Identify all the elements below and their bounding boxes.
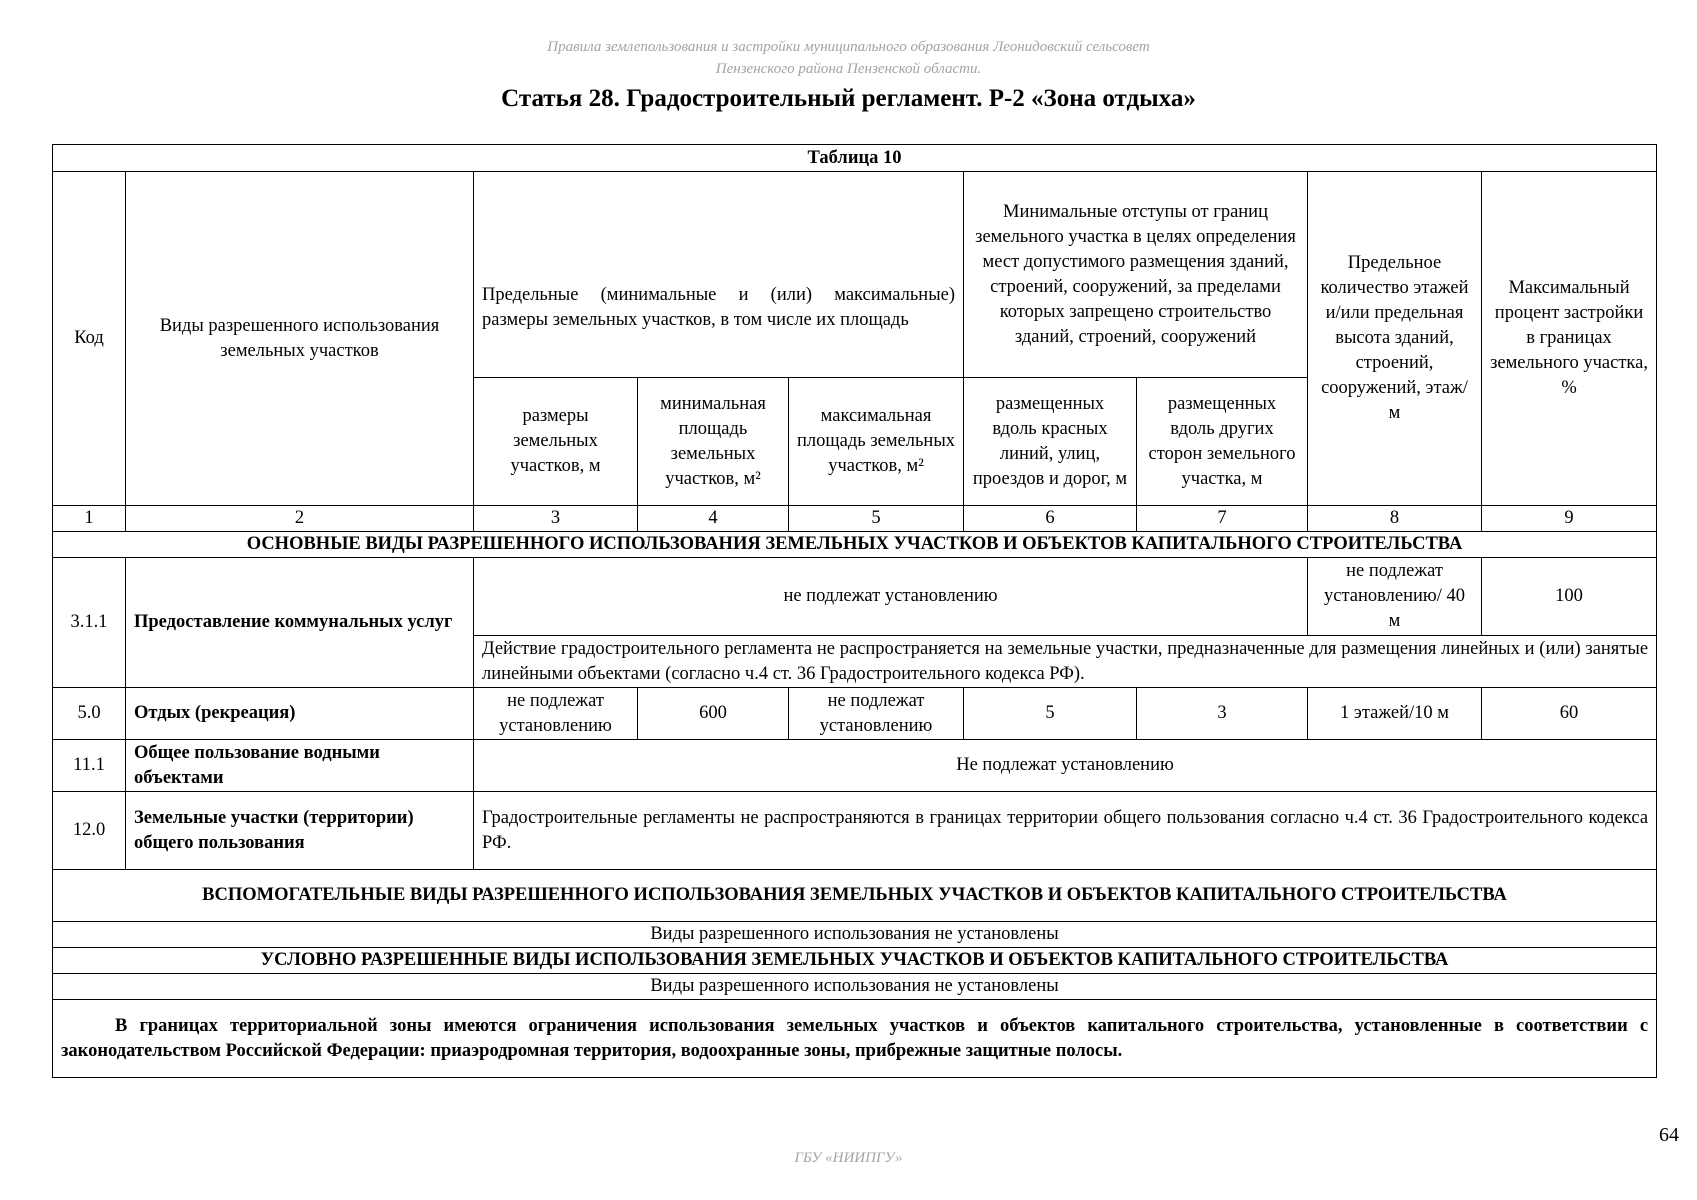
row-floors: 1 этажей/10 м: [1308, 688, 1482, 740]
conditional-none-note: Виды разрешенного использования не установлены: [53, 974, 1657, 1000]
row-floors: не подлежат установлению/ 40 м: [1308, 558, 1482, 636]
row-name: Предоставление коммунальных услуг: [126, 558, 474, 688]
section-main-uses: ОСНОВНЫЕ ВИДЫ РАЗРЕШЕННОГО ИСПОЛЬЗОВАНИЯ ЗЕМЕЛЬНЫХ УЧАСТКОВ И ОБЪЕКТОВ КАПИТАЛЬНОГО СТРОИТЕЛЬСТВА: [53, 532, 1657, 558]
header-plot-sizes: Предельные (минимальные и (или) максимальные) размеры земельных участков, в том числе их площадь: [474, 172, 964, 378]
page-footer: ГБУ «НИИПГУ»: [794, 1150, 903, 1166]
row-name: Общее пользование водными объектами: [126, 740, 474, 792]
table-row: [53, 558, 1657, 636]
page-number: 64: [1659, 1124, 1679, 1146]
auxiliary-none-note: Виды разрешенного использования не установлены: [53, 922, 1657, 948]
row-name: Земельные участки (территории) общего пользования: [126, 792, 474, 870]
header-along-red-lines: размещенных вдоль красных линий, улиц, проездов и дорог, м: [964, 378, 1137, 506]
row-params: Градостроительные регламенты не распространяются в границах территории общего пользования согласно ч.4 ст. 36 Градостроительного кодекса РФ.: [474, 792, 1657, 870]
row-percent: 100: [1482, 558, 1657, 636]
column-number: 9: [1482, 506, 1657, 532]
header-along-other-sides: размещенных вдоль других сторон земельного участка, м: [1137, 378, 1308, 506]
header-max-area: максимальная площадь земельных участков, м²: [789, 378, 964, 506]
column-number: 1: [53, 506, 126, 532]
article-title: Статья 28. Градостроительный регламент. Р-2 «Зона отдыха»: [501, 85, 1196, 112]
section-auxiliary-uses: ВСПОМОГАТЕЛЬНЫЕ ВИДЫ РАЗРЕШЕННОГО ИСПОЛЬЗОВАНИЯ ЗЕМЕЛЬНЫХ УЧАСТКОВ И ОБЪЕКТОВ КАПИТАЛЬНОГО СТРОИТЕЛЬСТВА: [53, 870, 1657, 922]
header-code: Код: [53, 172, 126, 506]
header-max-percent: Максимальный процент застройки в границах земельного участка, %: [1482, 172, 1657, 506]
row-setback-other: 3: [1137, 688, 1308, 740]
column-number: 2: [126, 506, 474, 532]
table-row: [53, 688, 1657, 740]
column-numbers-row: [53, 506, 1657, 532]
row-note: Действие градостроительного регламента не распространяется на земельные участки, предназначенные для размещения линейных и (или) занятые линейными объектами (согласно ч.4 ст. 36 Градостроительного кодекса РФ).: [474, 636, 1657, 688]
table-row: [53, 740, 1657, 792]
row-name: Отдых (рекреация): [126, 688, 474, 740]
row-code: 11.1: [53, 740, 126, 792]
row-params: не подлежат установлению: [474, 558, 1308, 636]
row-params: Не подлежат установлению: [474, 740, 1657, 792]
column-number: 3: [474, 506, 638, 532]
table-caption: Таблица 10: [53, 145, 1657, 172]
column-number: 8: [1308, 506, 1482, 532]
header-use-types: Виды разрешенного использования земельных участков: [126, 172, 474, 506]
header-line-2: Пензенского района Пензенской области.: [715, 61, 982, 77]
header-sizes-m: размеры земельных участков, м: [474, 378, 638, 506]
row-code: 3.1.1: [53, 558, 126, 688]
section-conditional-uses: УСЛОВНО РАЗРЕШЕННЫЕ ВИДЫ ИСПОЛЬЗОВАНИЯ ЗЕМЕЛЬНЫХ УЧАСТКОВ И ОБЪЕКТОВ КАПИТАЛЬНОГО СТРОИТЕЛЬСТВА: [53, 948, 1657, 974]
row-setback-red: 5: [964, 688, 1137, 740]
header-setbacks: Минимальные отступы от границ земельного участка в целях определения мест допустимого размещения зданий, строений, сооружений, за пределами которых запрещено строительство зданий, строений, сооружений: [964, 172, 1308, 378]
restrictions-note: В границах территориальной зоны имеются ограничения использования земельных участков и объектов капитального строительства, установленные в соответствии с законодательством Российской Федерации: приаэродромная территория, водоохранные зоны, прибрежные защитные полосы.: [53, 1000, 1657, 1078]
document-header-note: [0, 36, 1697, 80]
header-line-1: Правила землепользования и застройки муниципального образования Леонидовский сельсовет: [547, 39, 1150, 55]
column-number: 5: [789, 506, 964, 532]
column-number: 4: [638, 506, 789, 532]
column-number: 6: [964, 506, 1137, 532]
row-min-area: 600: [638, 688, 789, 740]
table-row: [53, 792, 1657, 870]
row-percent: 60: [1482, 688, 1657, 740]
row-code: 12.0: [53, 792, 126, 870]
row-max-area: не подлежат установлению: [789, 688, 964, 740]
row-sizes: не подлежат установлению: [474, 688, 638, 740]
column-number: 7: [1137, 506, 1308, 532]
header-floors: Предельное количество этажей и/или предельная высота зданий, строений, сооружений, этаж/м: [1308, 172, 1482, 506]
regulation-table: [52, 144, 1657, 1078]
row-code: 5.0: [53, 688, 126, 740]
header-min-area: минимальная площадь земельных участков, м²: [638, 378, 789, 506]
